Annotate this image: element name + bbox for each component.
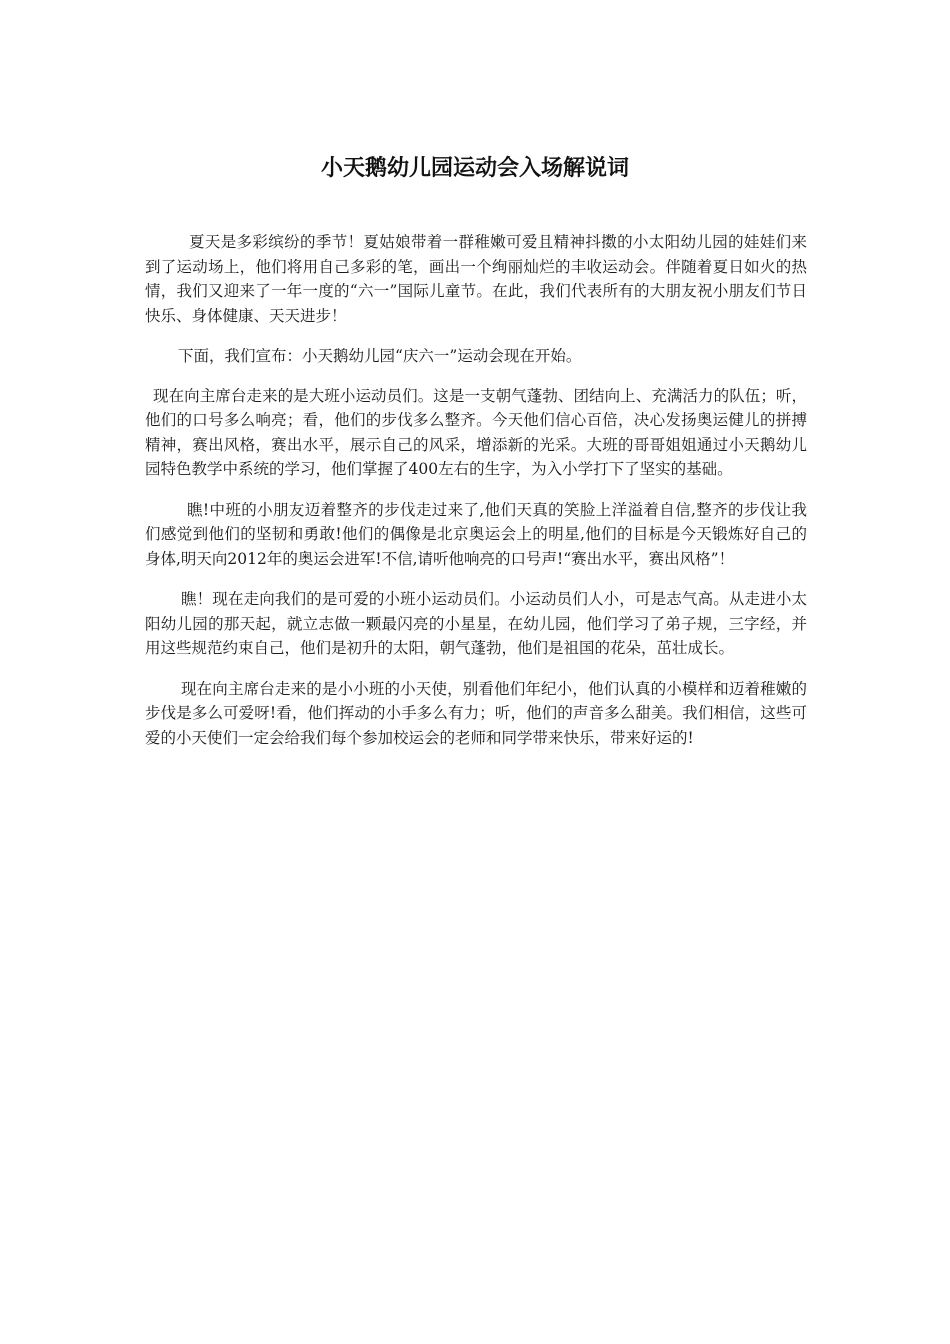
- document-body: [145, 230, 807, 766]
- paragraph-nursery-class: 现在向主席台走来的是小小班的小天使，别看他们年纪小，他们认真的小模样和迈着稚嫩的步伐是多么可爱呀!看，他们挥动的小手多么有力；听，他们的声音多么甜美。我们相信，这些可爱的小天使们一定会给我们每个参加校运会的老师和同学带来快乐，带来好运的!: [145, 679, 807, 747]
- paragraph-middle-class: 瞧!中班的小朋友迈着整齐的步伐走过来了,他们天真的笑脸上洋溢着自信,整齐的步伐让我们感觉到他们的坚韧和勇敢!他们的偶像是北京奥运会上的明星,他们的目标是今天锻炼好自己的身体,明天向2012年的奥运会进军!不信,请听他响亮的口号声!“赛出水平，赛出风格”！: [145, 500, 807, 568]
- paragraph-announcement: 下面，我们宣布：小天鹅幼儿园“庆六一”运动会现在开始。: [178, 347, 582, 365]
- paragraph-junior-class: 瞧！现在走向我们的是可爱的小班小运动员们。小运动员们人小，可是志气高。从走进小太阳幼儿园的那天起，就立志做一颗最闪亮的小星星，在幼儿园，他们学习了弟子规，三字经，并用这些规范约束自己，他们是初升的太阳，朝气蓬勃，他们是祖国的花朵，茁壮成长。: [145, 590, 807, 657]
- paragraph-senior-class: 现在向主席台走来的是大班小运动员们。这是一支朝气蓬勃、团结向上、充满活力的队伍；听，他们的口号多么响亮；看，他们的步伐多么整齐。今天他们信心百倍，决心发扬奥运健儿的拼搏精神，赛出风格，赛出水平，展示自己的风采，增添新的光采。大班的哥哥姐姐通过小天鹅幼儿园特色教学中系统的学习，他们掌握了400左右的生字，为入小学打下了坚实的基础。: [145, 386, 807, 478]
- document-title: 小天鹅幼儿园运动会入场解说词: [320, 156, 629, 181]
- paragraph-opening: 夏天是多彩缤纷的季节！夏姑娘带着一群稚嫩可爱且精神抖擞的小太阳幼儿园的娃娃们来到了运动场上，他们将用自己多彩的笔，画出一个绚丽灿烂的丰收运动会。伴随着夏日如火的热情，我们又迎来了一年一度的“六一”国际儿童节。在此，我们代表所有的大朋友祝小朋友们节日快乐、身体健康、天天进步！: [145, 233, 807, 325]
